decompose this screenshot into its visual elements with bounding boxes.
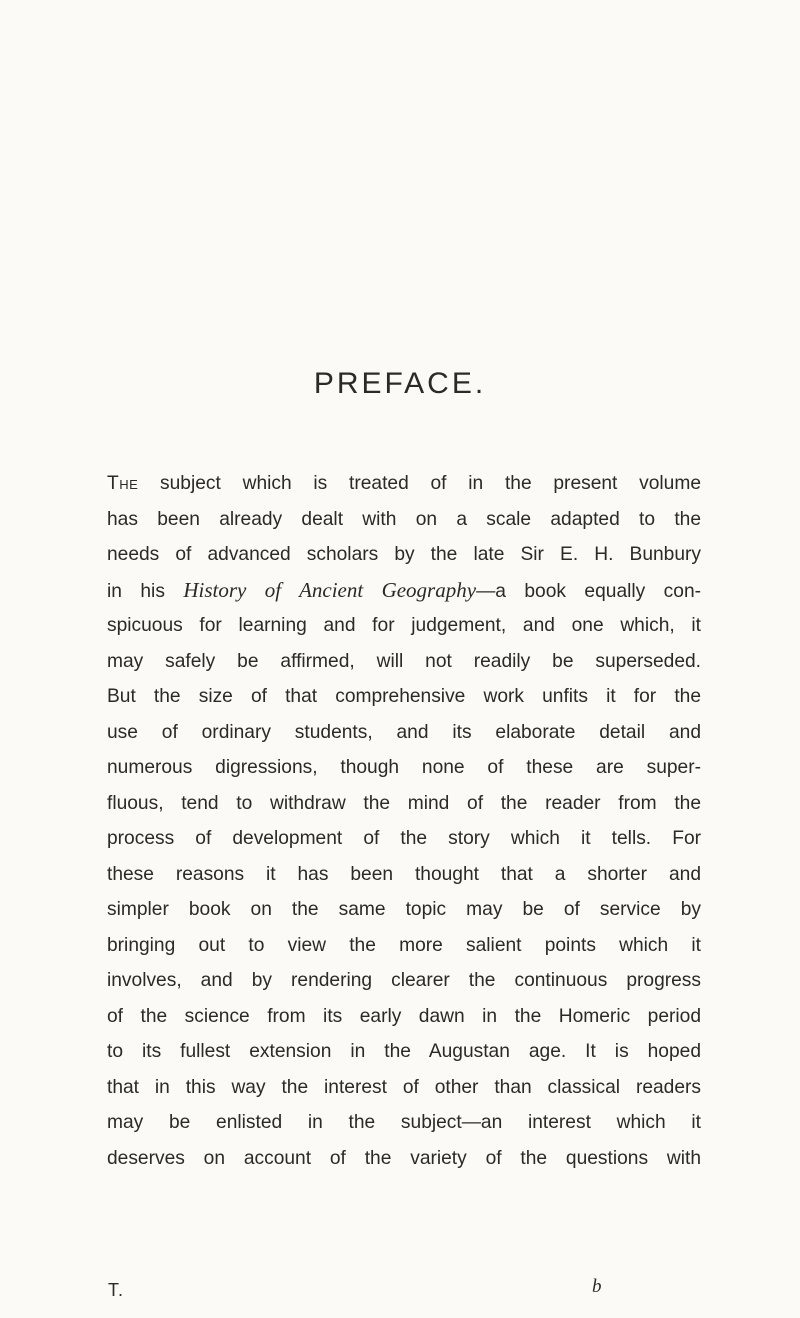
- text-line: may be enlisted in the subject—an interest which it: [107, 1112, 701, 1133]
- text-line: has been already dealt with on a scale adapted to the: [107, 508, 701, 530]
- text-line: bringing out to view the more salient points which it: [107, 934, 701, 956]
- line-text: subject which is treated of in the present volume: [138, 473, 701, 494]
- text-line: of the science from its early dawn in the Homeric period: [107, 1005, 701, 1027]
- text-line: that in this way the interest of other than classical readers: [107, 1076, 701, 1098]
- text-line: fluous, tend to withdraw the mind of the reader from the: [107, 792, 701, 814]
- preface-body: [107, 466, 701, 1176]
- page-heading: PREFACE.: [313, 367, 487, 400]
- text-line: numerous digressions, though none of these are super-: [107, 757, 701, 778]
- text-line: to its fullest extension in the Augustan age. It is hoped: [107, 1041, 701, 1062]
- text-line: deserves on account of the variety of the questions with: [107, 1147, 701, 1169]
- text-line: needs of advanced scholars by the late Sir E. H. Bunbury: [107, 544, 701, 565]
- drop-word: The: [107, 473, 139, 494]
- text-line: may safely be affirmed, will not readily be superseded.: [107, 650, 701, 672]
- text-line: spicuous for learning and for judgement, and one which, it: [107, 615, 701, 636]
- text-line: process of development of the story which it tells. For: [107, 828, 701, 849]
- line-text: in his: [107, 580, 184, 602]
- book-title: History of Ancient Geography: [183, 577, 477, 602]
- text-line: simpler book on the same topic may be of service by: [107, 899, 701, 920]
- text-line: these reasons it has been thought that a shorter and: [107, 863, 701, 885]
- text-line: use of ordinary students, and its elaborate detail and: [107, 721, 701, 743]
- signature-letter: b: [592, 1276, 602, 1297]
- text-line: involves, and by rendering clearer the continuous progress: [107, 970, 701, 991]
- text-line: [107, 466, 701, 502]
- signature-mark: T.: [108, 1280, 125, 1300]
- text-line: But the size of that comprehensive work unfits it for the: [107, 686, 701, 707]
- line-text: —a book equally con-: [476, 580, 702, 602]
- text-line: [107, 573, 701, 609]
